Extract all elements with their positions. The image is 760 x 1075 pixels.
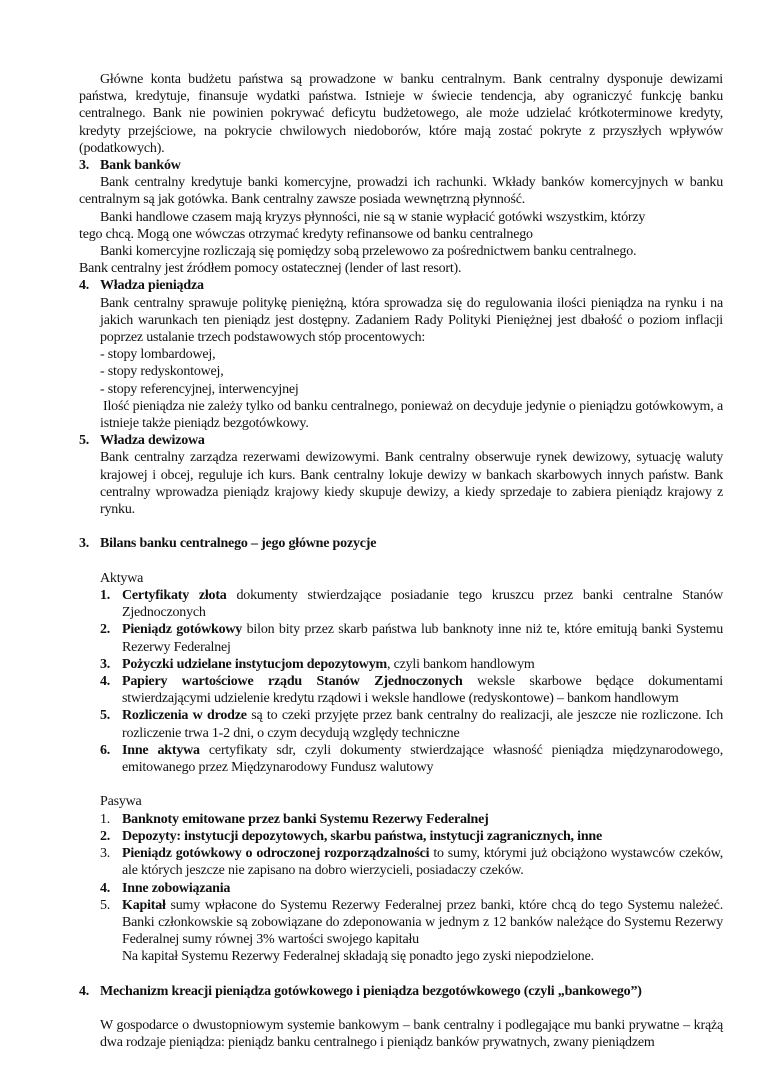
heading-title: Władza pieniądza [100, 278, 204, 294]
list-item: 4. Papiery wartościowe rządu Stanów Zjednoczonych weksle skarbowe będące dokumentami stwierdzającymi udzielenie kredytu rządowi i weksle handlowe (redyskontowe) – bankom handlowym [100, 674, 723, 707]
list-item: 6. Inne aktywa certyfikaty sdr, czyli dokumenty stwierdzające własność pieniądza międzynarodowego, emitowanego przez Międzynarodowy Fundusz walutowy [100, 742, 724, 776]
heading-bilans [79, 535, 723, 552]
heading-number: 3. [79, 158, 90, 174]
heading-title: Mechanizm kreacji pieniądza gotówkowego i pieniądza bezgotówkowego (czyli „bankowego”) [100, 983, 642, 999]
list-item: 5. Kapitał sumy wpłacone do Systemu Rezerwy Federalnej przez banki, które chcą do tego Systemu należeć. Banki członkowskie są zobowiązane do zdeponowania w jednym z 12 banków należące do Systemu Rezerwy Federalnej sumy równej 3% wartości swojego kapitału [100, 897, 723, 948]
aktywa-list [79, 587, 723, 776]
list-item: 3. Pieniądz gotówkowy o odroczonej rozporządzalności to sumy, którymi już obciążono wystawców czeków, ale których jeszcze nie zapisano na dobro wierzycieli, posiadaczy czeków. [100, 846, 723, 879]
heading-mechanizm [79, 983, 723, 1000]
heading-title: Bank banków [100, 158, 181, 174]
paragraph: Banki komercyjne rozliczają się pomiędzy sobą przelewowo za pośrednictwem banku centralnego. [100, 244, 637, 260]
heading-number: 5. [79, 433, 90, 449]
list-item: 2. Pieniądz gotówkowy bilon bity przez skarb państwa lub banknoty inne niż te, które emitują banki Systemu Rezerwy Federalnej [100, 622, 724, 655]
dash-item: - stopy referencyjnej, interwencyjnej [100, 381, 299, 397]
paragraph: Bank centralny jest źródłem pomocy ostatecznej (lender of last resort). [79, 261, 462, 277]
paragraph: W gospodarce o dwustopniowym systemie bankowym – bank centralny i podlegające mu banki prywatne – krążą dwa rodzaje pieniądza: pieniądz banku centralnego i pieniądz banków prywatnych, zwany pieniądzem [100, 1018, 723, 1051]
pasywa-note: Na kapitał Systemu Rezerwy Federalnej składają się ponadto jego zyski niepodzielone. [122, 949, 594, 965]
dash-item: - stopy lombardowej, [100, 347, 216, 363]
pasywa-list [79, 811, 723, 966]
heading-title: Bilans banku centralnego – jego główne pozycje [100, 536, 377, 552]
heading-bank-bankow [79, 157, 723, 174]
heading-number: 4. [79, 278, 90, 294]
heading-number: 3. [79, 536, 90, 552]
list-item: 5. Rozliczenia w drodze są to czeki przyjęte przez bank centralny do realizacji, ale jeszcze nie rozliczone. Ich rozliczenie trwa 1-2 dni, o czym decydują względy techniczne [100, 708, 723, 741]
paragraph: Ilość pieniądza nie zależy tylko od banku centralnego, ponieważ on decyduje jedynie o pieniądzu gotówkowym, a istnieje także pieniądz bezgotówkowy. [100, 398, 723, 432]
heading-number: 4. [79, 983, 90, 999]
document-page [79, 71, 723, 1052]
list-item: 4. Inne zobowiązania [100, 880, 231, 896]
intro-paragraph: Główne konta budżetu państwa są prowadzone w banku centralnym. Bank centralny dysponuje dewizami państwa, kredytuje, finansuje wydatki państwa. Istnieje w świecie tendencja, aby ograniczyć funkcję banku centralnego. Bank nie powinien pokrywać deficytu budżetowego, ale może udzielać krótkoterminowe kredyty, kredyty przejściowe, na pokrycie chwilowych niedoborów, które mają zostać pokryte z przyszłych wpływów (podatkowych). [79, 72, 723, 156]
paragraph: Bank centralny zarządza rezerwami dewizowymi. Bank centralny obserwuje rynek dewizowy, sytuację waluty krajowej i obcej, reguluje ich kurs. Bank centralny lokuje dewizy w bankach skarbowych innych państw. Bank centralny wprowadza pieniądz krajowy kiedy skupuje dewizy, a kiedy sprzedaje to zabiera pieniądz krajowy z rynku. [100, 450, 723, 518]
heading-title: Władza dewizowa [100, 433, 205, 449]
heading-wladza-pieniadza [79, 277, 723, 294]
list-item: 1. Certyfikaty złota dokumenty stwierdzające posiadanie tego kruszcu przez banki centralne Stanów Zjednoczonych [100, 588, 723, 621]
paragraph: Bank centralny sprawuje politykę pieniężną, która sprowadza się do regulowania ilości pieniądza na rynku i na jakich warunkach ten pieniądz jest dostępny. Zadaniem Rady Polityki Pieniężnej jest dbałość o poziom inflacji poprzez ustalanie trzech podstawowych stóp procentowych: [100, 295, 723, 346]
pasywa-label: Pasywa [100, 794, 142, 810]
dash-item: - stopy redyskontowej, [100, 364, 224, 380]
aktywa-label: Aktywa [100, 570, 144, 586]
heading-wladza-dewizowa [79, 432, 723, 449]
list-item: 2. Depozyty: instytucji depozytowych, skarbu państwa, instytucji zagranicznych, inne [100, 828, 603, 844]
paragraph: Banki handlowe czasem mają kryzys płynności, nie są w stanie wypłacić gotówki wszystkim, którzy [100, 209, 646, 225]
list-item: 3. Pożyczki udzielane instytucjom depozytowym, czyli bankom handlowym [100, 656, 535, 672]
paragraph: tego chcą. Mogą one wówczas otrzymać kredyty refinansowe od banku centralnego [79, 226, 533, 242]
list-item: 1. Banknoty emitowane przez banki Systemu Rezerwy Federalnej [100, 811, 489, 827]
paragraph: Bank centralny kredytuje banki komercyjne, prowadzi ich rachunki. Wkłady banków komercyjnych w banku centralnym są jak gotówka. Bank centralny zawsze posiada wewnętrzną płynność. [79, 175, 723, 208]
